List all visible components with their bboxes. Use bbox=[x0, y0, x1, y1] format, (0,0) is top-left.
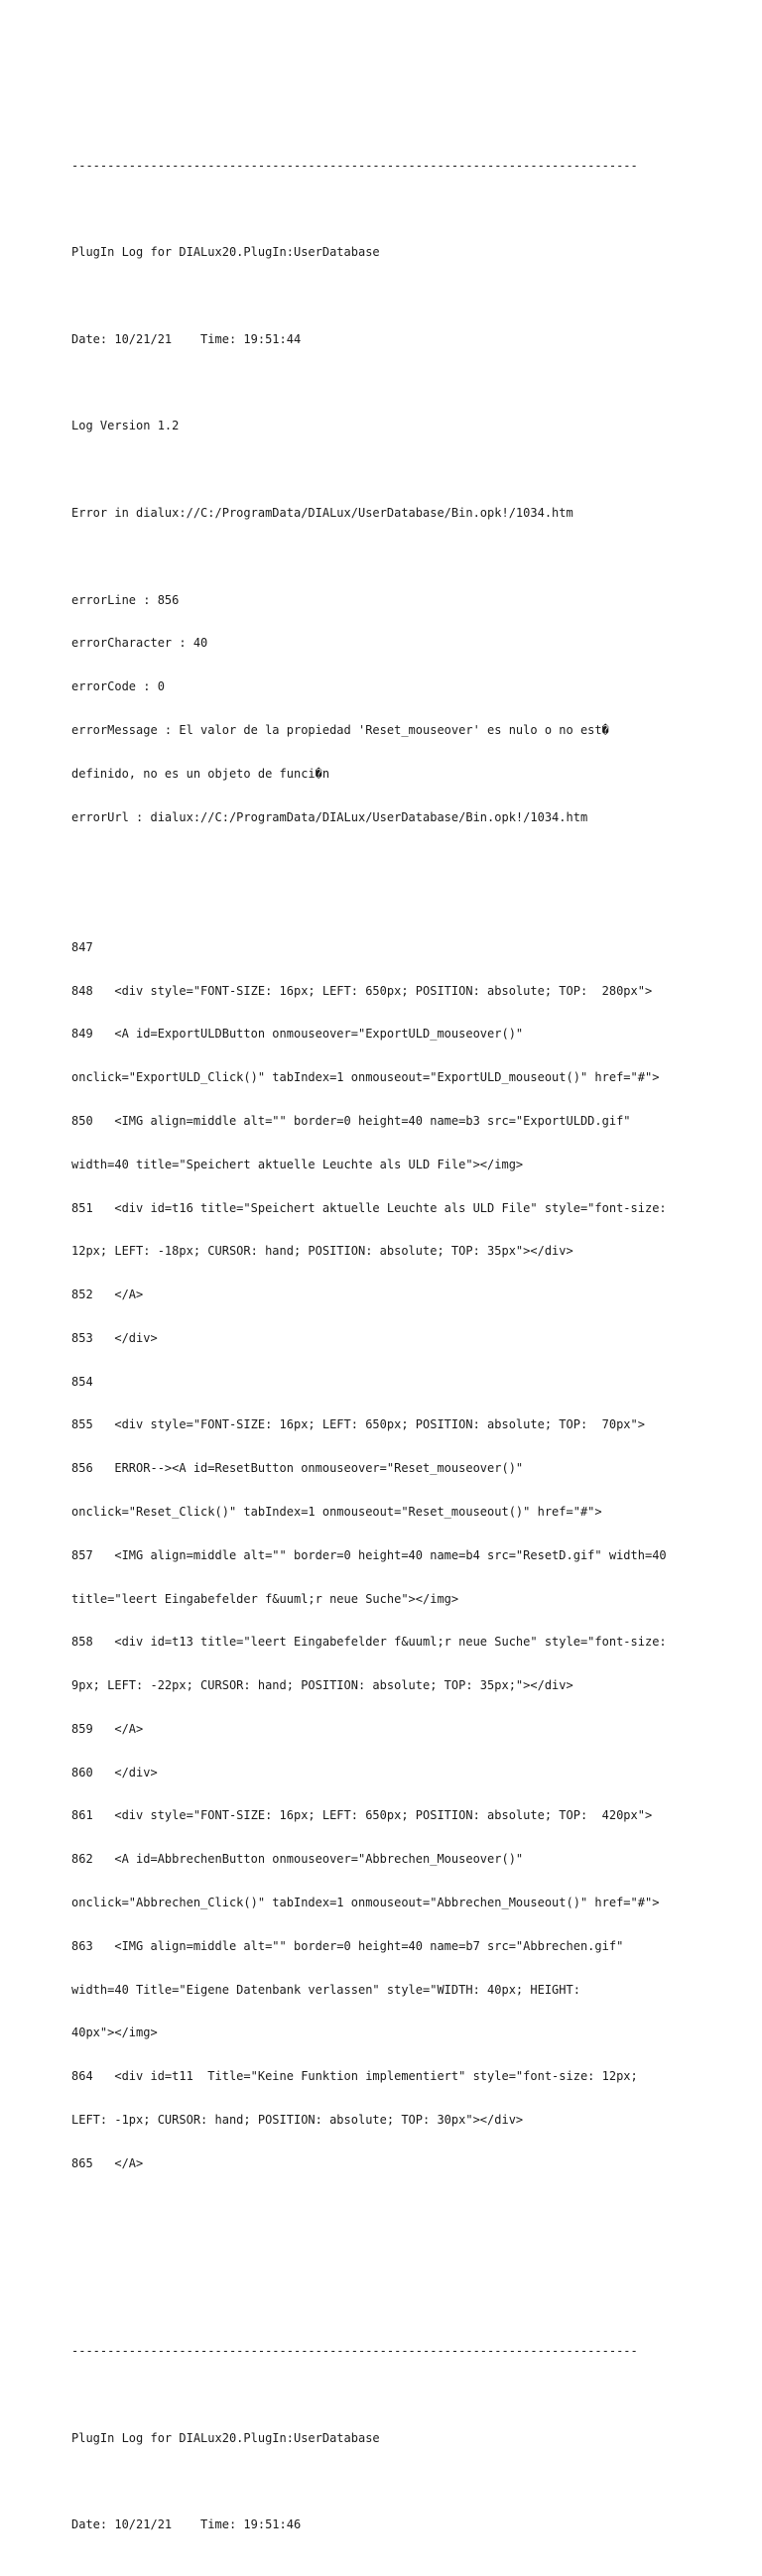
source-line: 861 <div style="FONT-SIZE: 16px; LEFT: 650px; POSITION: absolute; TOP: 420px"> bbox=[71, 1808, 653, 1823]
log-separator: ------------------------------------------------------------------------------- bbox=[71, 158, 638, 173]
source-line: 865 </A> bbox=[71, 2155, 144, 2170]
section-gap bbox=[71, 2243, 706, 2300]
source-line: 854 bbox=[71, 1374, 93, 1389]
source-line: title="leert Eingabefelder f&uuml;r neue Suche"></img> bbox=[71, 1591, 459, 1606]
source-line: onclick="Abbrechen_Click()" tabIndex=1 onmouseout="Abbrechen_Mouseout()" href="#"> bbox=[71, 1896, 660, 1910]
log-document bbox=[71, 115, 706, 2576]
source-line: 9px; LEFT: -22px; CURSOR: hand; POSITION: absolute; TOP: 35px;"></div> bbox=[71, 1678, 573, 1693]
blank-line bbox=[71, 376, 706, 391]
blank-line bbox=[71, 550, 706, 564]
blank-line bbox=[71, 2388, 706, 2402]
error-line: errorLine : 856 bbox=[71, 592, 180, 607]
source-line: 12px; LEFT: -18px; CURSOR: hand; POSITION: absolute; TOP: 35px"></div> bbox=[71, 1244, 573, 1259]
source-line: 863 <IMG align=middle alt="" border=0 height=40 name=b7 src="Abbrechen.gif" bbox=[71, 1938, 624, 1953]
source-listing bbox=[71, 912, 706, 2200]
blank-line bbox=[71, 202, 706, 217]
error-code: errorCode : 0 bbox=[71, 679, 165, 694]
source-line: 855 <div style="FONT-SIZE: 16px; LEFT: 650px; POSITION: absolute; TOP: 70px"> bbox=[71, 1417, 645, 1432]
source-line-error: 856 ERROR--><A id=ResetButton onmouseover="Reset_mouseover()" bbox=[71, 1461, 524, 1476]
blank-line bbox=[71, 289, 706, 304]
source-line: 860 </div> bbox=[71, 1765, 158, 1779]
blank-line bbox=[71, 462, 706, 477]
error-message: errorMessage : El valor de la propiedad 'Reset_mouseover' es nulo o no est� bbox=[71, 722, 609, 737]
source-line: LEFT: -1px; CURSOR: hand; POSITION: absolute; TOP: 30px"></div> bbox=[71, 2112, 524, 2127]
source-line: onclick="Reset_Click()" tabIndex=1 onmouseout="Reset_mouseout()" href="#"> bbox=[71, 1505, 602, 1519]
source-line: 40px"></img> bbox=[71, 2025, 158, 2040]
source-line: 857 <IMG align=middle alt="" border=0 height=40 name=b4 src="ResetD.gif" width=40 bbox=[71, 1547, 667, 1562]
error-location: Error in dialux://C:/ProgramData/DIALux/UserDatabase/Bin.opk!/1034.htm bbox=[71, 506, 573, 521]
source-line: 859 </A> bbox=[71, 1721, 144, 1736]
source-line: width=40 Title="Eigene Datenbank verlassen" style="WIDTH: 40px; HEIGHT: bbox=[71, 1982, 580, 1997]
log-date-time: Date: 10/21/21 Time: 19:51:46 bbox=[71, 2517, 302, 2532]
error-character: errorCharacter : 40 bbox=[71, 636, 208, 651]
error-message-continued: definido, no es un objeto de funci�n bbox=[71, 766, 330, 781]
log-version: Log Version 1.2 bbox=[71, 419, 180, 433]
source-line: 851 <div id=t16 title="Speichert aktuelle Leuchte als ULD File" style="font-size: bbox=[71, 1200, 667, 1215]
log-separator: ------------------------------------------------------------------------------- bbox=[71, 2344, 638, 2359]
source-line: 858 <div id=t13 title="leert Eingabefelder f&uuml;r neue Suche" style="font-size: bbox=[71, 1635, 667, 1650]
source-line: 848 <div style="FONT-SIZE: 16px; LEFT: 650px; POSITION: absolute; TOP: 280px"> bbox=[71, 983, 653, 998]
source-line: width=40 title="Speichert aktuelle Leuchte als ULD File"></img> bbox=[71, 1157, 524, 1171]
source-line: 852 </A> bbox=[71, 1288, 144, 1302]
source-line: 847 bbox=[71, 939, 93, 954]
source-line: 850 <IMG align=middle alt="" border=0 height=40 name=b3 src="ExportULDD.gif" bbox=[71, 1113, 631, 1128]
source-line: onclick="ExportULD_Click()" tabIndex=1 onmouseout="ExportULD_mouseout()" href="#"> bbox=[71, 1070, 660, 1085]
log-title: PlugIn Log for DIALux20.PlugIn:UserDatabase bbox=[71, 2430, 380, 2445]
blank-line bbox=[71, 853, 706, 868]
log-date-time: Date: 10/21/21 Time: 19:51:44 bbox=[71, 331, 302, 346]
source-line: 862 <A id=AbbrechenButton onmouseover="Abbrechen_Mouseover()" bbox=[71, 1852, 524, 1867]
source-line: 853 </div> bbox=[71, 1330, 158, 1345]
log-title: PlugIn Log for DIALux20.PlugIn:UserDatabase bbox=[71, 245, 380, 260]
source-line: 849 <A id=ExportULDButton onmouseover="ExportULD_mouseover()" bbox=[71, 1027, 524, 1042]
blank-line bbox=[71, 2474, 706, 2489]
error-url: errorUrl : dialux://C:/ProgramData/DIALux/UserDatabase/Bin.opk!/1034.htm bbox=[71, 809, 588, 824]
source-line: 864 <div id=t11 Title="Keine Funktion implementiert" style="font-size: 12px; bbox=[71, 2069, 638, 2084]
